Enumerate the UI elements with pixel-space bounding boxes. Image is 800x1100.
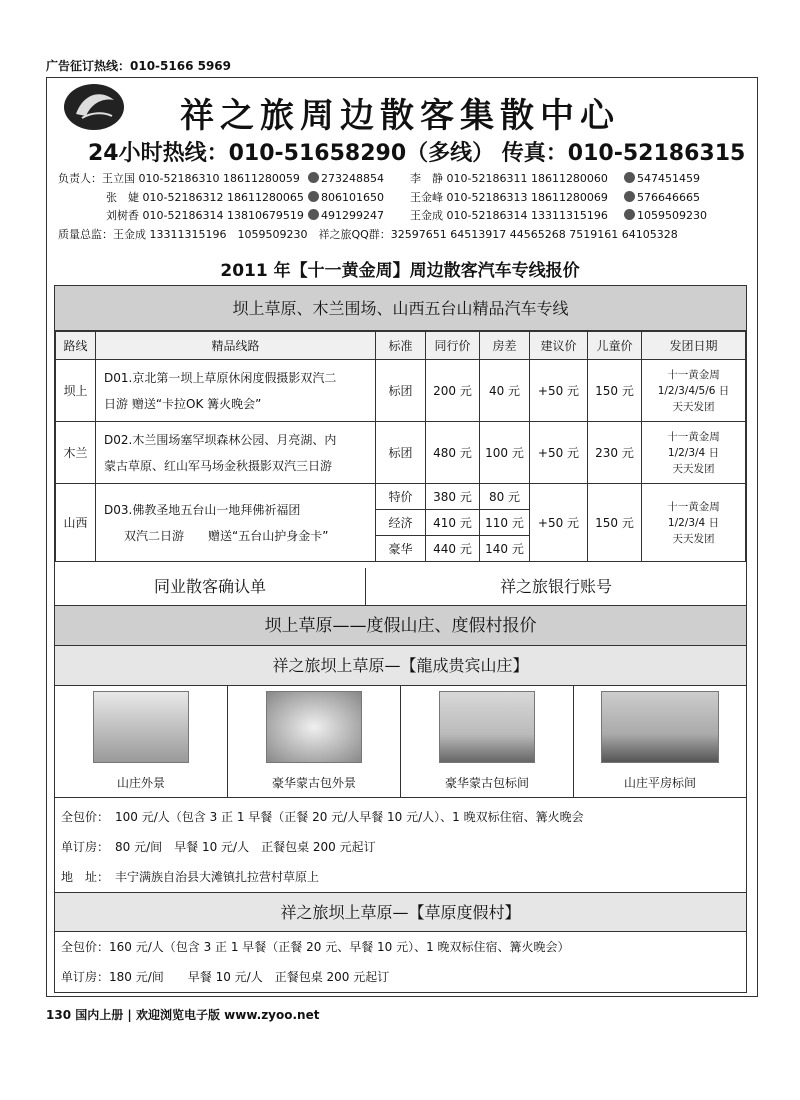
contact-text: 张 婕 010-52186312 18611280065 [106, 190, 304, 204]
header-cell: 路线 [56, 332, 96, 360]
date-line: 天天发团 [672, 400, 715, 413]
company-logo [62, 82, 126, 132]
qq-number: 547451459 [637, 172, 700, 185]
contacts-block [58, 170, 758, 244]
page-title: 祥之旅周边散客集散中心 [180, 96, 620, 136]
price-subtitle: 2011 年【十一黄金周】周边散客汽车专线报价 [220, 261, 580, 281]
date-line: 1/2/3/4 日 [667, 446, 720, 459]
date-line: 天天发团 [672, 462, 715, 475]
qq-icon [308, 172, 319, 183]
route-cell [96, 484, 376, 562]
contact-text: 刘树香 010-52186314 13810679519 [106, 209, 304, 222]
qq-number: 273248854 [321, 172, 384, 185]
child-price-cell: 230 元 [588, 422, 642, 484]
hotline-fax: 24小时热线：010-51658290（多线） 传真：010-52186315 [88, 141, 746, 166]
qq-number: 491299247 [321, 209, 384, 222]
qq-number: 806101650 [321, 190, 384, 204]
qq-icon [624, 172, 635, 183]
photo-caption: 山庄外景 [116, 776, 165, 790]
peer-price-cell: 380 元 [426, 484, 480, 510]
qq-number: 576646665 [637, 190, 700, 204]
resort1-room-price: 单订房： 80 元/间 早餐 10 元/人 正餐包桌 200 元起订 [61, 840, 376, 854]
route-cell [96, 422, 376, 484]
resort-exterior-image [93, 691, 189, 763]
contact-text: 李 静 010-52186311 18611280060 [410, 172, 608, 185]
header-cell: 精品线路 [96, 332, 376, 360]
photo-card [401, 686, 574, 797]
yurt-room-image [439, 691, 535, 763]
route-line: D02.木兰围场塞罕坝森林公园、月亮湖、内 [104, 432, 337, 447]
resort-photos [55, 686, 746, 798]
qq-icon [308, 191, 319, 202]
photo-caption: 豪华蒙古包外景 [271, 776, 356, 790]
photo-card [55, 686, 228, 797]
contact-text: 负责人：王立国 010-52186310 18611280059 [58, 172, 300, 185]
resort2-title: 祥之旅坝上草原—【草原度假村】 [55, 892, 746, 932]
standard-cell: 豪华 [376, 536, 426, 562]
route-cell [96, 360, 376, 422]
peer-price-cell: 410 元 [426, 510, 480, 536]
room-diff-cell: 40 元 [480, 360, 530, 422]
contact-row [58, 226, 758, 245]
peer-price-cell: 200 元 [426, 360, 480, 422]
resort1-all-in-price: 全包价： 100 元/人（包含 3 正 1 早餐（正餐 20 元/人早餐 10 元/人）、1 晚双标住宿、篝火晚会 [61, 810, 584, 824]
bank-account-link[interactable]: 祥之旅银行账号 [366, 568, 746, 606]
date-cell [642, 484, 746, 562]
quality-supervisor: 质量总监：王金成 13311315196 1059509230 祥之旅QQ群：32597651 64513917 44565268 7519161 64105328 [58, 227, 678, 241]
child-price-cell: 150 元 [588, 360, 642, 422]
child-price-cell: 150 元 [588, 484, 642, 562]
qq-icon [308, 209, 319, 220]
date-line: 十一黄金周 [667, 430, 720, 443]
contact-row [58, 170, 758, 189]
suggested-price-cell: +50 元 [530, 484, 588, 562]
table-row [56, 360, 746, 422]
room-diff-cell: 100 元 [480, 422, 530, 484]
contact-text: 王金成 010-52186314 13311315196 [410, 209, 608, 222]
cottage-room-image [601, 691, 719, 763]
room-diff-cell: 140 元 [480, 536, 530, 562]
standard-cell: 标团 [376, 422, 426, 484]
suggested-price-cell: +50 元 [530, 422, 588, 484]
photo-card [574, 686, 746, 797]
contact-text: 王金峰 010-52186313 18611280069 [410, 190, 608, 204]
date-line: 十一黄金周 [667, 500, 720, 513]
qq-entry [624, 170, 700, 189]
route-line: 双汽二日游 赠送“五台山护身金卡” [124, 528, 329, 543]
route-line: D03.佛教圣地五台山一地拜佛祈福团 [104, 502, 301, 517]
region-cell: 木兰 [56, 422, 96, 484]
table-row [56, 484, 746, 510]
date-cell [642, 422, 746, 484]
header-cell: 儿童价 [588, 332, 642, 360]
page-footer: 130 国内上册 | 欢迎浏览电子版 www.zyoo.net [46, 1008, 320, 1022]
confirm-form-link[interactable]: 同业散客确认单 [55, 568, 366, 606]
header-cell: 发团日期 [642, 332, 746, 360]
qq-icon [624, 191, 635, 202]
region-cell: 坝上 [56, 360, 96, 422]
contact-row [58, 189, 758, 208]
price-box [54, 285, 747, 993]
ad-hotline: 广告征订热线：010-5166 5969 [46, 59, 232, 73]
header-cell: 建议价 [530, 332, 588, 360]
route-line: 日游 赠送“卡拉OK 篝火晚会” [104, 396, 262, 411]
standard-cell: 经济 [376, 510, 426, 536]
table-header-row [56, 332, 746, 360]
route-line: 蒙古草原、红山军马场金秋摄影双汽三日游 [104, 458, 333, 473]
qq-entry [308, 207, 384, 226]
route-line: D01.京北第一坝上草原休闲度假摄影双汽二 [104, 370, 337, 385]
section2-title: 坝上草原——度假山庄、度假村报价 [55, 606, 746, 646]
qq-entry [624, 189, 700, 208]
standard-cell: 特价 [376, 484, 426, 510]
contact-row [58, 207, 758, 226]
resort2-room-price: 单订房：180 元/间 早餐 10 元/人 正餐包桌 200 元起订 [61, 970, 390, 984]
header-cell: 房差 [480, 332, 530, 360]
date-line: 1/2/3/4/5/6 日 [657, 384, 730, 397]
photo-caption: 山庄平房标间 [623, 776, 696, 790]
qq-entry [624, 207, 707, 226]
qq-entry [308, 189, 384, 208]
photo-caption: 豪华蒙古包标间 [444, 776, 529, 790]
standard-cell: 标团 [376, 360, 426, 422]
resort2-all-in-price: 全包价：160 元/人（包含 3 正 1 早餐（正餐 20 元、早餐 10 元）、1 晚双标住宿、篝火晚会） [61, 940, 570, 954]
region-cell: 山西 [56, 484, 96, 562]
qq-number: 1059509230 [637, 209, 707, 222]
table-row [56, 422, 746, 484]
header-cell: 同行价 [426, 332, 480, 360]
resort1-address: 地 址： 丰宁满族自治县大滩镇扎拉营村草原上 [61, 870, 320, 884]
date-line: 十一黄金周 [667, 368, 720, 381]
resort1-title: 祥之旅坝上草原—【龍成贵宾山庄】 [55, 646, 746, 686]
room-diff-cell: 110 元 [480, 510, 530, 536]
qq-icon [624, 209, 635, 220]
qq-entry [308, 170, 384, 189]
photo-card [228, 686, 401, 797]
yurt-exterior-image [266, 691, 362, 763]
peer-price-cell: 440 元 [426, 536, 480, 562]
suggested-price-cell: +50 元 [530, 360, 588, 422]
header-cell: 标准 [376, 332, 426, 360]
date-line: 天天发团 [672, 532, 715, 545]
date-cell [642, 360, 746, 422]
room-diff-cell: 80 元 [480, 484, 530, 510]
date-line: 1/2/3/4 日 [667, 516, 720, 529]
route-price-table [55, 331, 746, 562]
peer-price-cell: 480 元 [426, 422, 480, 484]
section1-title: 坝上草原、木兰围场、山西五台山精品汽车专线 [55, 286, 746, 331]
